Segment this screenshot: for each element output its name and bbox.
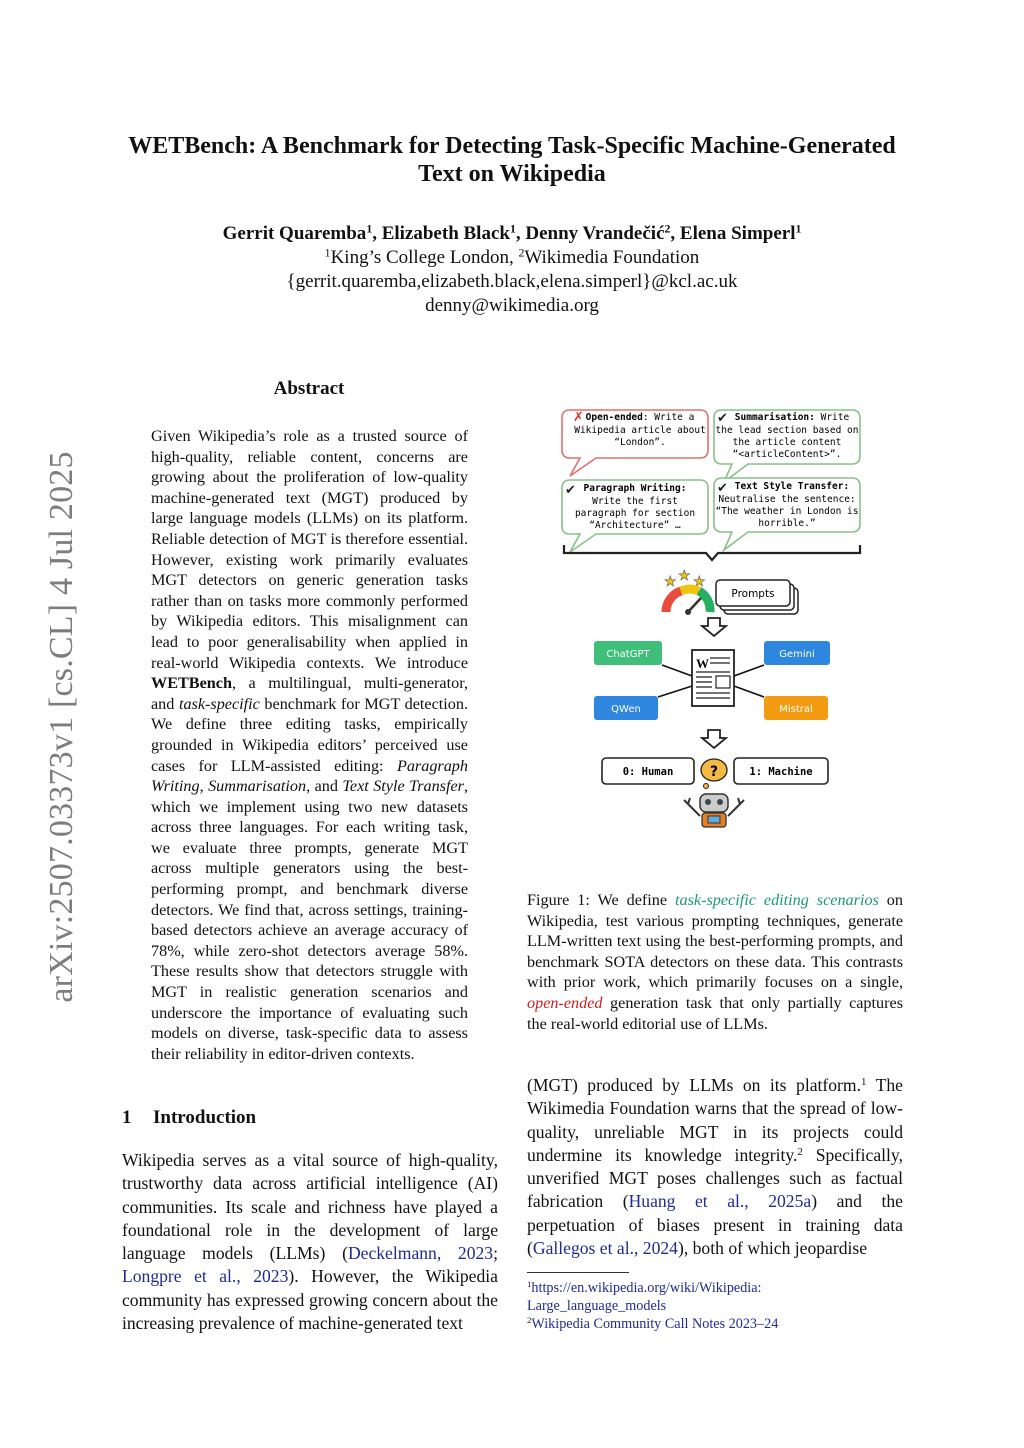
bubble-text-style-transfer <box>714 478 860 550</box>
bubble-text: Write the first <box>592 496 678 507</box>
author-name: Denny Vrandečić <box>525 223 665 244</box>
abstract-text: , which we implement using two new datasets across three languages. For each writing task, we evaluate three prompts, generate MGT across multiple generators using the best-performing prompt, and benchmark diverse detectors. We find that, across settings, training-based detectors achieve an average accuracy of 78%, while zero-shot detectors average 58%. These results show that detectors struggle with MGT in realistic generation scenarios and underscore the importance of evaluating such models on diverse, task-specific data to assess their reliability in editor-driven contexts. <box>151 777 469 1063</box>
abstract-task: Text Style Transfer <box>342 777 464 796</box>
footnote-mark[interactable]: 1 <box>861 1076 867 1088</box>
section-number: 1 <box>122 1107 132 1128</box>
footnote-link[interactable]: Large_language_models <box>527 1298 667 1314</box>
footnote-rule <box>527 1272 629 1273</box>
abstract-text: Given Wikipedia’s role as a trusted source of high-quality, reliable content, concerns are growing about the proliferation of low-quality machine-generated text (MGT) produced by large language models (LLMs) on its platform. Reliable detection of MGT is therefore essential. However, existing work primarily evaluates MGT detectors on generic generation tasks rather than on tasks more commonly performed by Wikipedia editors. This misalignment can lead to poor generalisability when applied in real-world Wikipedia contexts. We introduce <box>151 427 468 672</box>
affil-mark: 2 <box>518 246 525 260</box>
figure-caption <box>527 890 903 1034</box>
arxiv-stamp: arXiv:2507.03373v1 [cs.CL] 4 Jul 2025 <box>43 451 80 1003</box>
bubble-text: Text Style Transfer: <box>734 481 850 492</box>
model-qwen <box>594 696 658 720</box>
author-affil-mark: 1 <box>795 222 802 236</box>
section-title: Introduction <box>153 1107 257 1128</box>
body-text: Specifically, unverified MGT poses challenges such as factual fabrication ( <box>527 1144 903 1212</box>
model-label: Mistral <box>779 704 813 715</box>
bubble-text: the article content <box>732 437 842 448</box>
footnote-number: 2 <box>527 1315 532 1326</box>
figure-1-diagram <box>556 400 876 830</box>
email-line: denny@wikimedia.org <box>425 295 599 316</box>
check-icon: ✔ <box>717 411 728 426</box>
abstract-task: Paragraph Writing <box>151 756 468 796</box>
bubble-text: paragraph for section <box>574 508 696 519</box>
bubble-text: the lead section based on <box>715 425 859 436</box>
caption-highlight-green: task-specific editing scenarios <box>675 891 879 909</box>
author-affil-mark: 1 <box>366 222 373 236</box>
svg-text:★: ★ <box>678 568 691 584</box>
check-icon: ✔ <box>565 483 576 498</box>
abstract-bold: WETBench <box>151 674 232 693</box>
bubble-text: Wikipedia article about <box>574 425 706 436</box>
prompts-label: Prompts <box>731 588 775 600</box>
gauge-icon <box>666 589 710 615</box>
author-separator: , <box>372 223 382 244</box>
title-line-2: Text on Wikipedia <box>418 161 606 187</box>
footnote-1[interactable] <box>527 1279 903 1315</box>
svg-text:★: ★ <box>664 574 677 590</box>
bubble-paragraph-writing <box>562 480 708 552</box>
bubble-open-ended <box>562 410 708 476</box>
grouping-brace <box>564 545 860 560</box>
bubble-text: Paragraph Writing: <box>583 483 687 494</box>
cross-icon: ✗ <box>573 410 584 425</box>
footnote-link[interactable]: https://en.wikipedia.org/wiki/Wikipedia: <box>531 1280 762 1296</box>
abstract-text: , a multilingual, multi-generator, and <box>151 674 468 713</box>
caption-highlight-red: open-ended <box>527 993 603 1012</box>
model-mistral <box>764 696 828 720</box>
body-text: (MGT) produced by LLMs on its platform. <box>527 1075 862 1095</box>
body-text: ). However, the Wikipedia community has expressed growing concern about the increasing prevalence of machine-generated text <box>122 1266 498 1334</box>
svg-text:★: ★ <box>693 574 706 590</box>
label-machine <box>734 758 828 784</box>
bubble-text: “London”. <box>614 437 666 448</box>
author-name: Elizabeth Black <box>381 223 510 244</box>
check-icon: ✔ <box>717 481 728 496</box>
abstract-heading: Abstract <box>273 378 345 399</box>
author-name: Gerrit Quaremba <box>222 223 367 244</box>
bubble-text: horrible.” <box>758 518 816 529</box>
intro-paragraph <box>122 1149 498 1335</box>
bubble-summarisation <box>714 410 860 482</box>
body-text: Wikipedia serves as a vital source of high-quality, trustworthy data across artificial intelligence (AI) communities. Its scale and richness have played a foundational role in the development of large language models (LLMs) ( <box>122 1150 498 1264</box>
model-label: QWen <box>611 704 641 715</box>
footnote-2[interactable] <box>527 1315 903 1333</box>
body-text: ) and the perpetuation of biases present in training data ( <box>527 1191 903 1259</box>
bubble-text: “<articleContent>”. <box>732 449 842 460</box>
body-text: ), both of which jeopardise <box>677 1238 868 1259</box>
citation-link[interactable]: Gallegos et al., 2024 <box>532 1238 678 1259</box>
author-separator: , <box>515 223 526 244</box>
affil-institution: King’s College London, <box>330 247 519 268</box>
abstract-text: benchmark for MGT detection. We define three editing tasks, empirically grounded in Wikipedia editors’ perceived use cases for LLM-assisted editing: <box>151 694 468 775</box>
affil-mark: 1 <box>324 246 331 260</box>
section-heading <box>122 1107 256 1129</box>
paper-title <box>100 132 924 188</box>
bubble-text: “Architecture” … <box>589 520 681 531</box>
caption-text: Figure 1: We define <box>527 891 676 909</box>
label-human <box>602 758 694 784</box>
model-label: Gemini <box>779 649 815 660</box>
bubble-text: “The weather in London is <box>715 506 859 517</box>
footnote-mark[interactable]: 2 <box>797 1145 803 1158</box>
affil-institution: Wikimedia Foundation <box>524 247 700 268</box>
question-mark: ? <box>709 764 719 780</box>
abstract-italic: task-specific <box>178 694 260 713</box>
model-chatgpt <box>594 641 662 665</box>
body-text: ; <box>493 1243 498 1264</box>
abstract-task: Summarisation <box>208 777 307 796</box>
robot-icon <box>684 794 744 827</box>
citation-link[interactable]: Longpre et al., 2023 <box>122 1266 289 1287</box>
model-label: ChatGPT <box>606 649 650 660</box>
abstract-body <box>151 426 468 1064</box>
affiliation-line <box>100 246 924 270</box>
bubble-text: Open-ended: Write a <box>585 412 695 423</box>
abstract-text: , <box>199 777 209 796</box>
bubble-text: Summarisation: Write <box>734 412 850 423</box>
author-affil-mark: 2 <box>664 222 671 236</box>
email-line: {gerrit.quaremba,elizabeth.black,elena.simperl}@kcl.ac.uk <box>286 271 738 292</box>
prompts-stack <box>716 580 798 614</box>
caption-text: generation task that only partially captures the real-world editorial use of LLMs. <box>527 993 903 1033</box>
bubble-text: Neutralise the sentence: <box>718 494 856 505</box>
citation-link[interactable]: Huang et al., 2025a <box>628 1191 812 1212</box>
caption-text: on Wikipedia, test various prompting techniques, generate LLM-written text using the best-performing prompts, and benchmark SOTA detectors on these data. This contrasts with prior work, which primarily focuses on a single, <box>527 891 903 992</box>
class-label: 0: Human <box>622 766 674 778</box>
footnotes <box>527 1279 903 1333</box>
title-line-1: WETBench: A Benchmark for Detecting Task-Specific Machine-Generated <box>128 133 896 159</box>
model-gemini <box>764 641 830 665</box>
down-arrow-icon <box>702 730 726 748</box>
body-text: The Wikimedia Foundation warns that the spread of low-quality, unreliable MGT in its projects could undermine its knowledge integrity. <box>527 1075 903 1165</box>
doc-letter: W <box>696 656 709 671</box>
question-icon <box>701 759 727 789</box>
author-name: Elena Simperl <box>679 223 796 244</box>
author-affil-mark: 1 <box>509 222 516 236</box>
abstract-text: , and <box>306 777 343 796</box>
author-separator: , <box>670 223 680 244</box>
down-arrow-icon <box>702 618 726 636</box>
footnote-number: 1 <box>527 1279 532 1290</box>
wikipedia-document-icon <box>692 650 734 706</box>
class-label: 1: Machine <box>749 766 813 778</box>
right-column-paragraph <box>527 1074 903 1260</box>
footnote-link[interactable]: Wikipedia Community Call Notes 2023–24 <box>531 1316 779 1332</box>
author-list <box>100 222 924 246</box>
citation-link[interactable]: Deckelmann, 2023 <box>347 1243 494 1264</box>
